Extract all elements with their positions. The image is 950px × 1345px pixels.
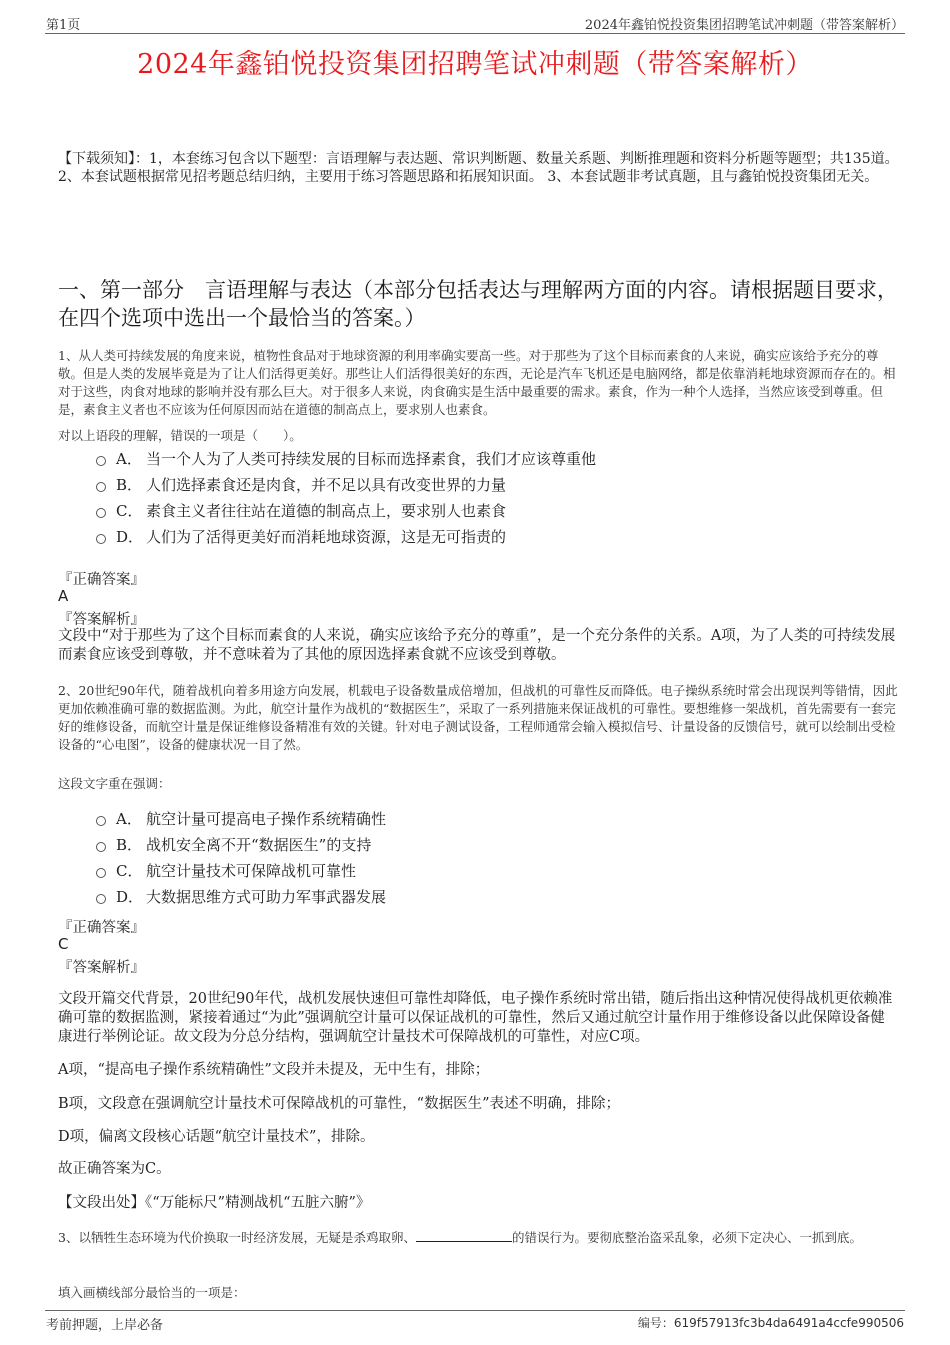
question-2-prompt: 这段文字重在强调： — [58, 776, 171, 791]
radio-icon[interactable] — [96, 868, 106, 878]
q2-analysis-para-4: D项，偏离文段核心话题“航空计量技术”，排除。 — [58, 1129, 375, 1145]
question-1-prompt: 对以上语段的理解，错误的一项是（ ）。 — [58, 428, 302, 443]
q2-source: 【文段出处】《“万能标尺”精测战机“五脏六腑”》 — [58, 1195, 371, 1211]
q2-analysis-para-1: 文段开篇交代背景，20世纪90年代，战机发展快速但可靠性却降低，电子操作系统时常出错，随后指出这种情况使得战机更依赖准确可靠的数据监测，紧接着通过“为此”强调航空计量可以保证战机的可靠性，然后又通过航空计量作用于维修设备以此保障设备健康进行举例论证。故文段为分总分结构，强调航空计量技术可保障战机的可靠性，对应C项。 — [58, 991, 893, 1045]
radio-icon[interactable] — [96, 456, 106, 466]
radio-icon[interactable] — [96, 894, 106, 904]
fill-blank — [416, 1229, 512, 1242]
q2-analysis-para-3: B项，文段意在强调航空计量技术可保障战机的可靠性，“数据医生”表述不明确，排除； — [58, 1096, 620, 1112]
q1-option-a[interactable]: A． 当一个人为了人类可持续发展的目标而选择素食，我们才应该尊重他 — [96, 449, 596, 469]
q2-analysis-para-2: A项，“提高电子操作系统精确性”文段并未提及，无中生有，排除； — [58, 1062, 490, 1078]
footer-serial: 编号：619f57913fc3b4da6491a4ccfe990506 — [637, 1316, 904, 1330]
q2-option-c[interactable]: C． 航空计量技术可保障战机可靠性 — [96, 861, 356, 881]
q2-analysis-para-5: 故正确答案为C。 — [58, 1161, 171, 1177]
radio-icon[interactable] — [96, 816, 106, 826]
q2-answer-heading: 『正确答案』 — [58, 920, 145, 936]
page-number: 第1页 — [46, 18, 81, 33]
radio-icon[interactable] — [96, 534, 106, 544]
q1-answer-heading: 『正确答案』 — [58, 572, 145, 588]
download-notice: 【下载须知】：1，本套练习包含以下题型：言语理解与表达题、常识判断题、数量关系题、判断推理题和资料分析题等题型；共135道。 2、本套试题根据常见招考题总结归纳，主要用于练习答题思路和拓展知识面。 3、本套试题非考试真题，且与鑫铂悦投资集团无关。 — [58, 151, 899, 185]
running-header-title: 2024年鑫铂悦投资集团招聘笔试冲刺题（带答案解析） — [584, 18, 904, 33]
document-title: 2024年鑫铂悦投资集团招聘笔试冲刺题（带答案解析） — [137, 49, 813, 80]
q1-option-c[interactable]: C． 素食主义者往往站在道德的制高点上，要求别人也素食 — [96, 501, 506, 521]
radio-icon[interactable] — [96, 482, 106, 492]
footer-rule — [45, 1310, 905, 1311]
q1-analysis: 文段中“对于那些为了这个目标而素食的人来说，确实应该给予充分的尊重”，是一个充分条件的关系。A项，为了人类的可持续发展而素食应该受到尊敬，并不意味着为了其他的原因选择素食就不应该受到尊敬。 — [58, 628, 896, 663]
q2-option-d[interactable]: D． 大数据思维方式可助力军事武器发展 — [96, 887, 386, 907]
q2-option-a[interactable]: A． 航空计量可提高电子操作系统精确性 — [96, 809, 386, 829]
question-3-stem: 3、以牺牲生态环境为代价换取一时经济发展，无疑是杀鸡取卵、 的错误行为。要彻底整治盗采乱象，必须下定决心、一抓到底。 — [58, 1230, 862, 1245]
q2-analysis-heading: 『答案解析』 — [58, 960, 145, 976]
q1-answer: A — [58, 587, 69, 605]
q2-answer: C — [58, 935, 69, 953]
radio-icon[interactable] — [96, 842, 106, 852]
q2-option-b[interactable]: B． 战机安全离不开“数据医生”的支持 — [96, 835, 371, 855]
question-3-prompt: 填入画横线部分最恰当的一项是： — [58, 1285, 246, 1300]
q1-option-d[interactable]: D． 人们为了活得更美好而消耗地球资源，这是无可指责的 — [96, 527, 506, 547]
footer-slogan: 考前押题，上岸必备 — [46, 1318, 164, 1333]
q1-analysis-heading: 『答案解析』 — [58, 612, 145, 628]
q1-option-b[interactable]: B． 人们选择素食还是肉食，并不足以具有改变世界的力量 — [96, 475, 506, 495]
radio-icon[interactable] — [96, 508, 106, 518]
question-2-stem: 2、20世纪90年代，随着战机向着多用途方向发展，机载电子设备数量成倍增加，但战机的可靠性反而降低。电子操纵系统时常会出现误判等错情，因此更加依赖准确可靠的数据监测。为此，航空计量作为战机的“数据医生”，采取了一系列措施来保证战机的可靠性。要想维修一架战机，首先需要有一套完好的维修设备，而航空计量是保证维修设备精准有效的关键。针对电子测试设备，工程师通常会输入模拟信号、计量设备的反馈信号，就可以绘制出受检设备的“心电图”，设备的健康状况一目了然。 — [58, 683, 898, 752]
header-rule — [45, 33, 905, 34]
question-1-stem: 1、从人类可持续发展的角度来说，植物性食品对于地球资源的利用率确实要高一些。对于那些为了这个目标而素食的人来说，确实应该给予充分的尊敬。但是人类的发展毕竟是为了让人们活得更美好。那些让人们活得很美好的东西，无论是汽车飞机还是电脑网络，都是依靠消耗地球资源而存在的。相对于这些，肉食对地球的影响并没有那么巨大。对于很多人来说，肉食确实是生活中最重要的需求。素食，作为一种个人选择，当然应该受到尊重。但是，素食主义者也不应该为任何原因而站在道德的制高点上，要求别人也素食。 — [58, 348, 896, 417]
section-heading: 一、第一部分 言语理解与表达（本部分包括表达与理解两方面的内容。请根据题目要求，在四个选项中选出一个最恰当的答案。） — [58, 278, 898, 330]
